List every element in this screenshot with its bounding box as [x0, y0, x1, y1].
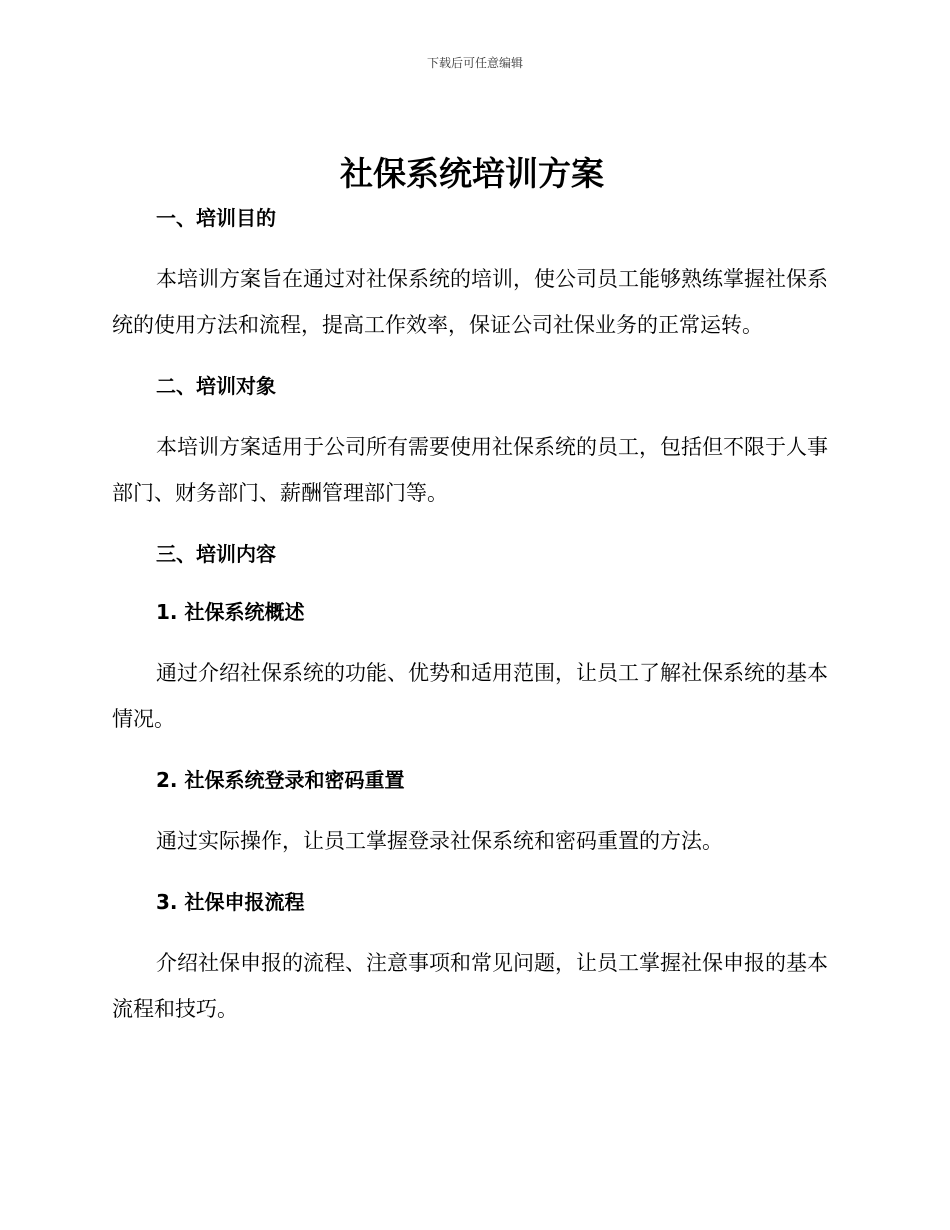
document-title: 社保系统培训方案 [340, 154, 604, 193]
section-heading-content: 三、培训内容 [156, 542, 276, 566]
section-heading-audience: 二、培训对象 [156, 374, 276, 398]
subheading-declaration: 3. 社保申报流程 [156, 890, 305, 914]
paragraph-audience: 本培训方案适用于公司所有需要使用社保系统的员工，包括但不限于人事部门、财务部门、薪酬管理部门等。 [112, 435, 828, 505]
paragraph-overview: 通过介绍社保系统的功能、优势和适用范围，让员工了解社保系统的基本情况。 [112, 661, 828, 731]
document-body [112, 152, 832, 1032]
section-heading-purpose: 一、培训目的 [156, 206, 276, 230]
subheading-overview: 1. 社保系统概述 [156, 600, 305, 624]
subheading-login: 2. 社保系统登录和密码重置 [156, 768, 405, 792]
paragraph-login: 通过实际操作，让员工掌握登录社保系统和密码重置的方法。 [156, 829, 723, 853]
header-note: 下载后可任意编辑 [426, 56, 523, 70]
paragraph-declaration: 介绍社保申报的流程、注意事项和常见问题，让员工掌握社保申报的基本流程和技巧。 [112, 951, 828, 1021]
paragraph-purpose: 本培训方案旨在通过对社保系统的培训，使公司员工能够熟练掌握社保系统的使用方法和流程，提高工作效率，保证公司社保业务的正常运转。 [112, 267, 828, 337]
